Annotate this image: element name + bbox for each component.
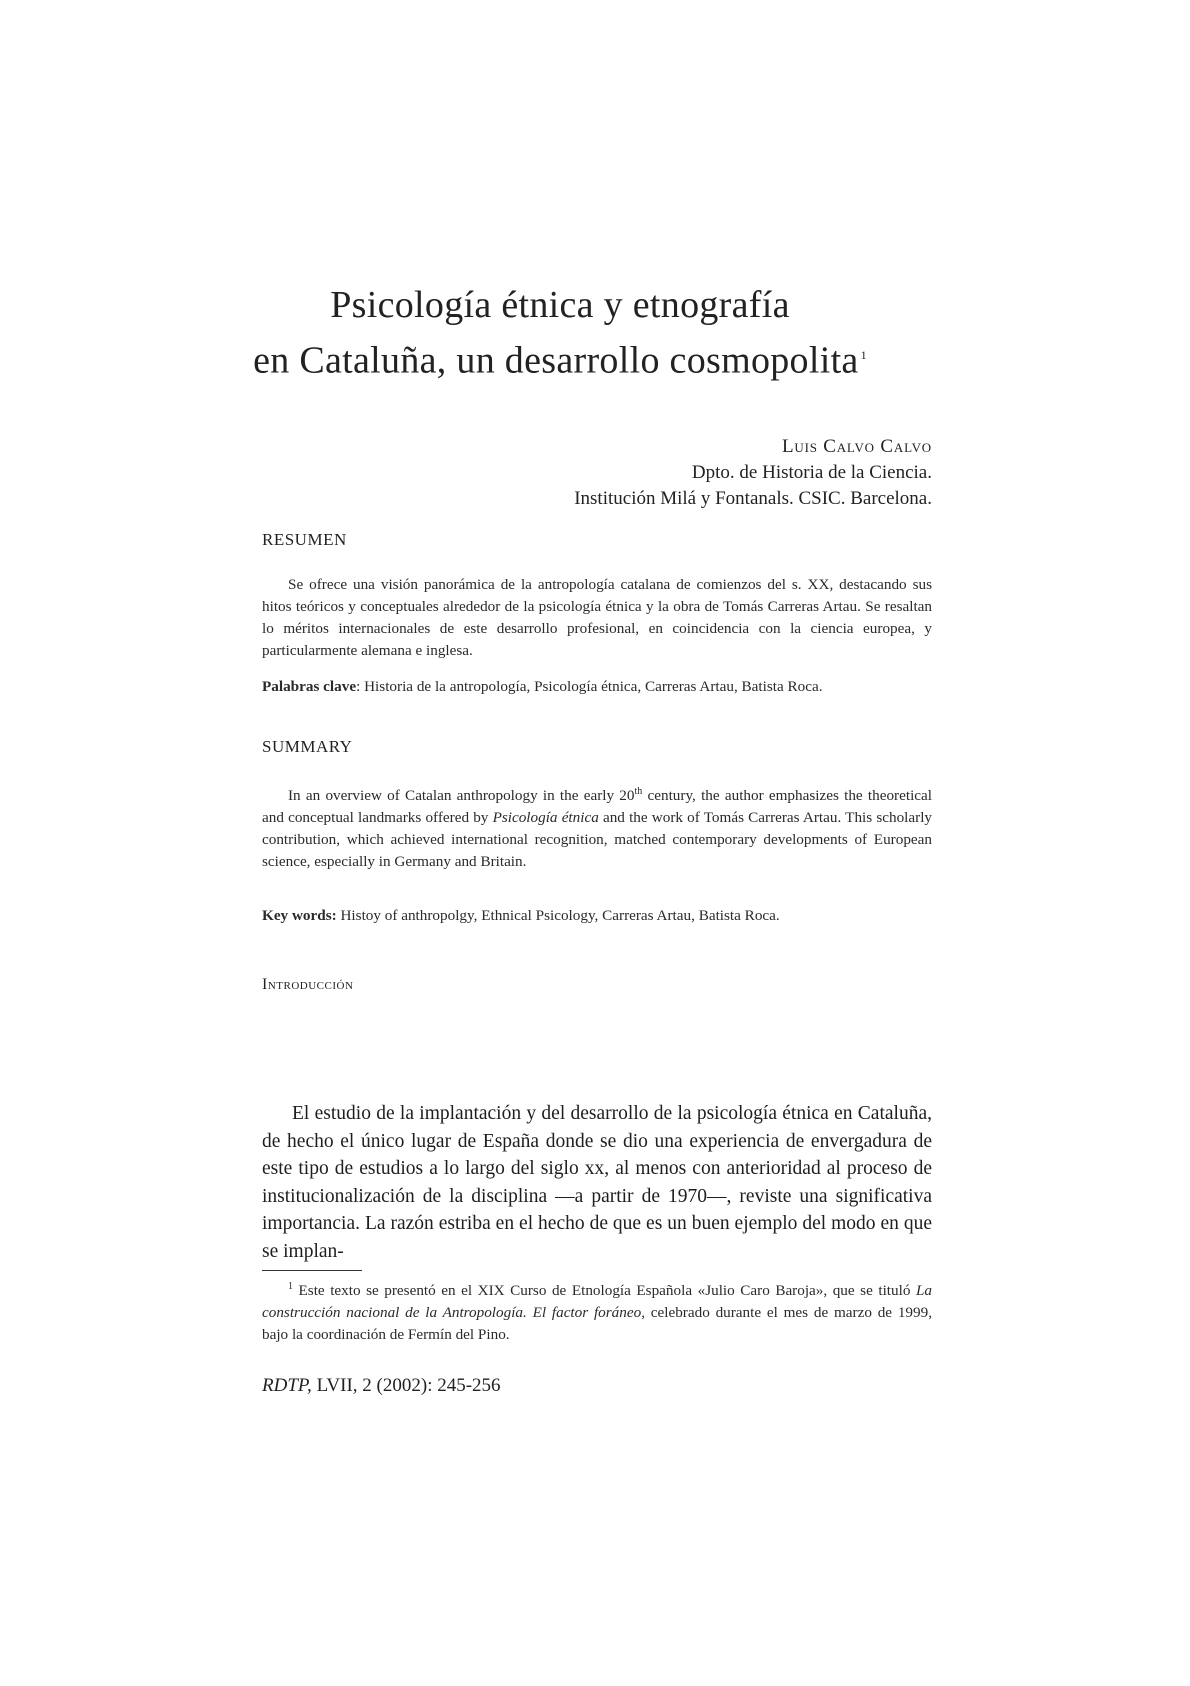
introduccion-body: El estudio de la implantación y del desarrollo de la psicología étnica en Cataluña, de hecho el único lugar de España donde se dio una experiencia de envergadura de este tipo de estudios a lo largo del siglo xx, al menos con anterioridad al proceso de institucionalización de la disciplina —a partir de 1970—, reviste una significativa importancia. La razón estriba en el hecho de que es un buen ejemplo del modo en que se implan-: [262, 1103, 932, 1262]
summary-text: [262, 781, 932, 873]
author-block: [574, 434, 932, 512]
footnote-1: [262, 1276, 932, 1346]
summary-heading: SUMMARY: [262, 737, 353, 756]
title-line-2-text: en Cataluña, un desarrollo cosmopolita: [253, 339, 859, 382]
footnote-divider: [262, 1270, 362, 1271]
summary-keywords: [262, 905, 942, 927]
title-line-2: [180, 330, 940, 386]
summary-text-sup: th: [634, 786, 643, 797]
summary-text-part2: century, the author emphasizes the theoretical and conceptual landmarks offered by: [262, 787, 932, 827]
introduccion-heading: Introducción: [262, 976, 354, 993]
journal-citation: [262, 1375, 501, 1397]
summary-text-italic: Psicología étnica: [492, 809, 599, 827]
author-department: Dpto. de Historia de la Ciencia.: [691, 462, 932, 483]
resumen-keywords: [262, 676, 942, 698]
summary-text-part3: and the work of Tomás Carreras Artau. This scholarly contribution, which achieved international recognition, matched contemporary developments of European science, especially in Germany and Britain.: [262, 809, 933, 871]
author-institution: Institución Milá y Fontanals. CSIC. Barcelona.: [574, 488, 932, 509]
article-title: [180, 280, 940, 386]
resumen-keywords-sep: :: [356, 678, 361, 695]
footnote-part1: Este texto se presentó en el XIX Curso de Etnología Española «Julio Caro Baroja», que se tituló: [293, 1282, 916, 1300]
resumen-text: Se ofrece una visión panorámica de la antropología catalana de comienzos del s. XX, destacando sus hitos teóricos y conceptuales alrededor de la psicología étnica y la obra de Tomás Carreras Artau. Se resaltan lo méritos internacionales de este desarrollo profesional, en coincidencia con la ciencia europea, y particularmente alemana e inglesa.: [262, 576, 932, 659]
footnote-marker: 1: [288, 1281, 293, 1292]
title-footnote-marker[interactable]: 1: [860, 348, 867, 362]
resumen-heading: RESUMEN: [262, 530, 347, 549]
resumen-keywords-label: Palabras clave: [262, 678, 357, 695]
author-name: Luis Calvo Calvo: [781, 436, 932, 457]
summary-keywords-list: Histoy of anthropolgy, Ethnical Psicology, Carreras Artau, Batista Roca.: [340, 907, 780, 924]
footnote-part2: , celebrado durante el mes de marzo de 1999, bajo la coordinación de Fermín del Pino.: [262, 1304, 932, 1344]
journal-name: RDTP,: [262, 1375, 312, 1396]
title-line-1: Psicología étnica y etnografía: [330, 284, 790, 326]
resumen-keywords-list: Historia de la antropología, Psicología étnica, Carreras Artau, Batista Roca.: [364, 678, 823, 695]
summary-keywords-label: Key words:: [262, 907, 337, 924]
footnote-italic: La construcción nacional de la Antropología. El factor foráneo: [262, 1282, 932, 1322]
summary-text-part1: In an overview of Catalan anthropology in the early 20: [288, 787, 635, 805]
journal-reference: LVII, 2 (2002): 245-256: [311, 1375, 501, 1396]
